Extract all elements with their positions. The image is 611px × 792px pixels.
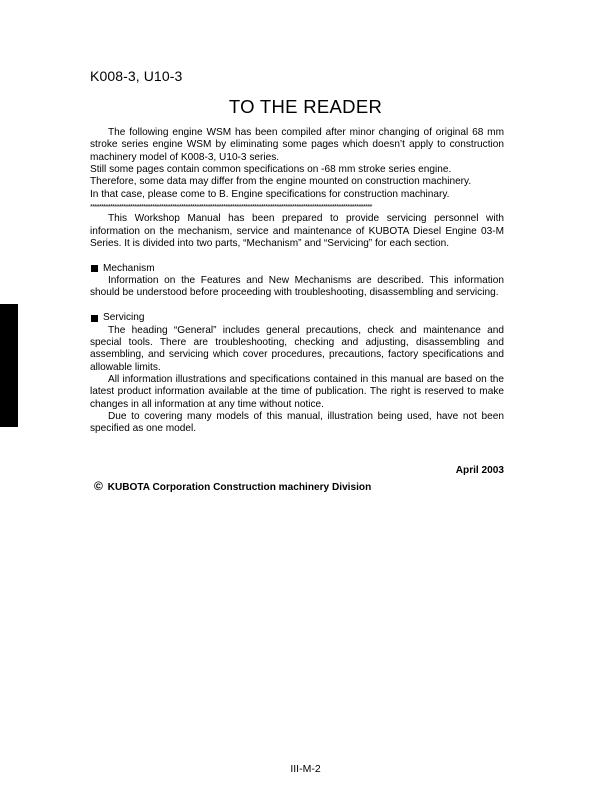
square-bullet-icon: [91, 315, 98, 322]
page-title: TO THE READER: [228, 96, 383, 117]
copyright-text: KUBOTA Corporation Construction machinery Division: [107, 482, 372, 493]
copyright-line: [94, 479, 371, 493]
page-number: III-M-2: [290, 763, 321, 775]
servicing-heading: [90, 312, 504, 324]
copyright-icon: ©: [94, 479, 103, 493]
body-text: [90, 127, 504, 436]
manual-paragraph: This Workshop Manual has been prepared to provide servicing personnel with information on the mechanism, service and maintenance of KUBOTA Diesel Engine 03-M Series. It is divided into two parts, “Mechanism” and “Servicing” for each section.: [90, 213, 504, 250]
servicing-paragraph-information: All information illustrations and specifications contained in this manual are based on the latest product information available at the time of publication. The right is reserved to make changes in all information at any time without notice.: [90, 373, 504, 410]
section-tab-mark: [0, 304, 18, 427]
square-bullet-icon: [91, 265, 98, 272]
servicing-heading-label: Servicing: [103, 312, 145, 324]
asterisk-separator: *******************************************************************************************************************************: [90, 202, 372, 212]
intro-line-data-differ: Therefore, some data may differ from the engine mounted on construction machinery.: [90, 176, 472, 188]
mechanism-paragraph: Information on the Features and New Mechanisms are described. This information should be understood before proceeding with troubleshooting, disassembling and servicing.: [90, 275, 504, 299]
intro-line-engine-specs: In that case, please come to B. Engine specifications for construction machinary.: [90, 188, 450, 200]
mechanism-heading-label: Mechanism: [103, 262, 155, 274]
spacer: [90, 250, 504, 262]
servicing-paragraph-models: Due to covering many models of this manual, illustration being used, have not been specified as one model.: [90, 410, 504, 435]
spacer: [90, 300, 504, 312]
mechanism-heading: [90, 263, 504, 275]
servicing-paragraph-general: The heading “General” includes general precautions, check and maintenance and special tools. There are troubleshooting, checking and adjusting, disassembling and assembling, and servicing which cover procedures, precautions, factory specifications and allowable limits.: [90, 324, 504, 373]
model-label: K008-3, U10-3: [90, 68, 183, 84]
publication-date: April 2003: [455, 465, 504, 476]
intro-line-common-specs: Still some pages contain common specifications on -68 mm stroke series engine.: [90, 164, 452, 176]
intro-paragraph: The following engine WSM has been compiled after minor changing of original 68 mm stroke series engine WSM by eliminating some pages which doesn’t apply to construction machinery model of K008-3, U10-3 series.: [90, 127, 504, 163]
